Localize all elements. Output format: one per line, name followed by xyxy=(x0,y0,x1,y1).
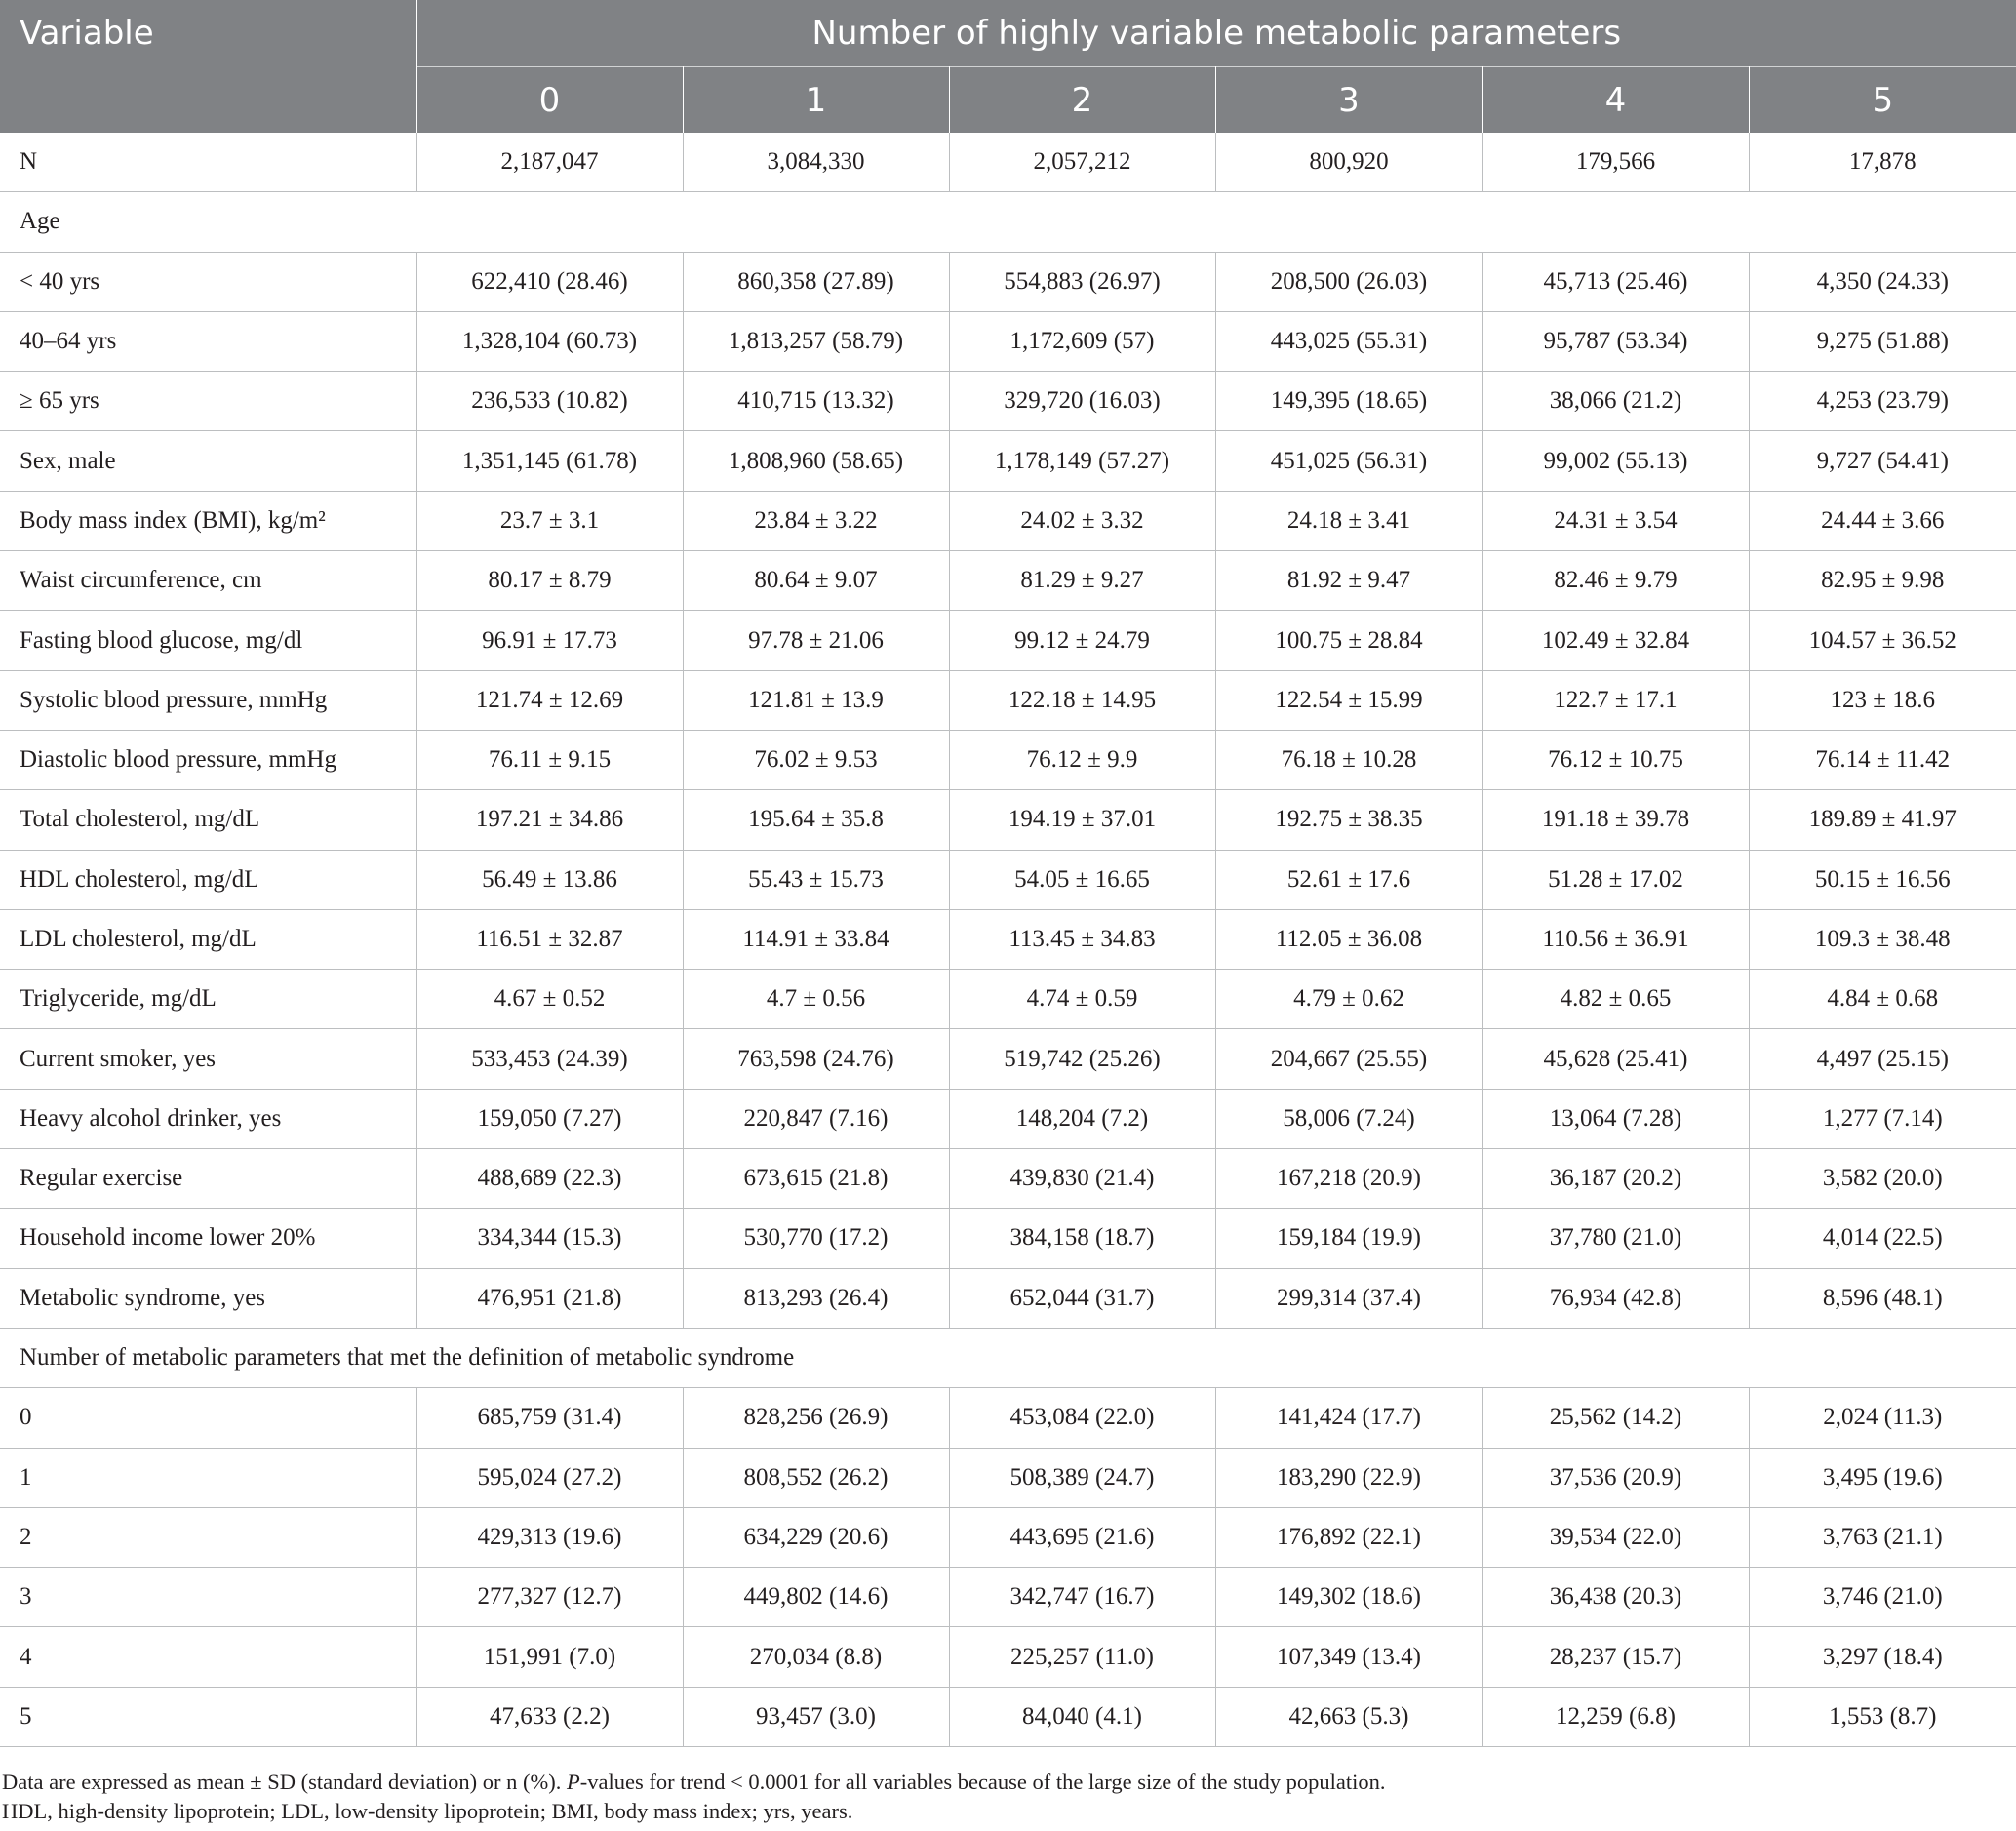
cell-group-1: 114.91 ± 33.84 xyxy=(683,909,949,969)
cell-group-1: 97.78 ± 21.06 xyxy=(683,611,949,670)
cell-group-4: 37,536 (20.9) xyxy=(1482,1448,1749,1507)
cell-group-1: 23.84 ± 3.22 xyxy=(683,491,949,550)
cell-group-3: 149,395 (18.65) xyxy=(1215,372,1482,431)
group-column-header: Number of highly variable metabolic parameters xyxy=(416,0,2016,67)
row-label: Household income lower 20% xyxy=(0,1209,416,1268)
cell-group-5: 2,024 (11.3) xyxy=(1749,1388,2016,1448)
cell-group-3: 149,302 (18.6) xyxy=(1215,1568,1482,1627)
cell-group-1: 55.43 ± 15.73 xyxy=(683,850,949,909)
cell-group-2: 1,172,609 (57) xyxy=(949,311,1215,371)
cell-group-0: 151,991 (7.0) xyxy=(416,1627,683,1687)
cell-group-0: 595,024 (27.2) xyxy=(416,1448,683,1507)
cell-group-5: 123 ± 18.6 xyxy=(1749,670,2016,730)
cell-group-2: 1,178,149 (57.27) xyxy=(949,431,1215,491)
cell-group-1: 634,229 (20.6) xyxy=(683,1507,949,1567)
cell-group-5: 3,582 (20.0) xyxy=(1749,1149,2016,1209)
table-row xyxy=(0,850,2016,909)
cell-group-1: 220,847 (7.16) xyxy=(683,1089,949,1148)
column-header-2: 2 xyxy=(949,67,1215,134)
cell-group-0: 80.17 ± 8.79 xyxy=(416,551,683,611)
row-label: Total cholesterol, mg/dL xyxy=(0,790,416,850)
cell-group-4: 122.7 ± 17.1 xyxy=(1482,670,1749,730)
cell-group-4: 191.18 ± 39.78 xyxy=(1482,790,1749,850)
cell-group-1: 4.7 ± 0.56 xyxy=(683,970,949,1029)
cell-group-0: 429,313 (19.6) xyxy=(416,1507,683,1567)
cell-group-2: 384,158 (18.7) xyxy=(949,1209,1215,1268)
row-label: 2 xyxy=(0,1507,416,1567)
cell-group-0: 476,951 (21.8) xyxy=(416,1268,683,1328)
row-label: Metabolic syndrome, yes xyxy=(0,1268,416,1328)
cell-group-0: 56.49 ± 13.86 xyxy=(416,850,683,909)
cell-group-2: 54.05 ± 16.65 xyxy=(949,850,1215,909)
cell-group-4: 39,534 (22.0) xyxy=(1482,1507,1749,1567)
cell-group-1: 1,808,960 (58.65) xyxy=(683,431,949,491)
footnote-data-expression: Data are expressed as mean ± SD (standard deviation) or n (%). P-values for trend < 0.0001 for all variables because of the large size of the study population. xyxy=(2,1770,1386,1794)
section-row xyxy=(0,192,2016,252)
cell-group-3: 122.54 ± 15.99 xyxy=(1215,670,1482,730)
cell-group-3: 42,663 (5.3) xyxy=(1215,1687,1482,1746)
cell-group-0: 116.51 ± 32.87 xyxy=(416,909,683,969)
cell-group-2: 2,057,212 xyxy=(949,133,1215,192)
cell-group-4: 36,187 (20.2) xyxy=(1482,1149,1749,1209)
cell-group-0: 236,533 (10.82) xyxy=(416,372,683,431)
row-label: 3 xyxy=(0,1568,416,1627)
section-label: Age xyxy=(0,192,2016,252)
cell-group-0: 197.21 ± 34.86 xyxy=(416,790,683,850)
cell-group-4: 76,934 (42.8) xyxy=(1482,1268,1749,1328)
row-label: Heavy alcohol drinker, yes xyxy=(0,1089,416,1148)
footnote-abbreviations: HDL, high-density lipoprotein; LDL, low-density lipoprotein; BMI, body mass index; yrs, years. xyxy=(2,1799,853,1823)
cell-group-5: 1,277 (7.14) xyxy=(1749,1089,2016,1148)
cell-group-5: 3,297 (18.4) xyxy=(1749,1627,2016,1687)
cell-group-1: 449,802 (14.6) xyxy=(683,1568,949,1627)
table-footnotes xyxy=(2,1768,1386,1826)
cell-group-2: 329,720 (16.03) xyxy=(949,372,1215,431)
cell-group-4: 4.82 ± 0.65 xyxy=(1482,970,1749,1029)
cell-group-2: 99.12 ± 24.79 xyxy=(949,611,1215,670)
table-row xyxy=(0,1687,2016,1746)
row-label: Sex, male xyxy=(0,431,416,491)
table-row xyxy=(0,611,2016,670)
cell-group-2: 81.29 ± 9.27 xyxy=(949,551,1215,611)
cell-group-3: 800,920 xyxy=(1215,133,1482,192)
row-label: 4 xyxy=(0,1627,416,1687)
cell-group-3: 159,184 (19.9) xyxy=(1215,1209,1482,1268)
table-row xyxy=(0,1029,2016,1089)
table-row xyxy=(0,372,2016,431)
cell-group-1: 763,598 (24.76) xyxy=(683,1029,949,1089)
cell-group-5: 17,878 xyxy=(1749,133,2016,192)
cell-group-1: 1,813,257 (58.79) xyxy=(683,311,949,371)
cell-group-0: 277,327 (12.7) xyxy=(416,1568,683,1627)
cell-group-2: 113.45 ± 34.83 xyxy=(949,909,1215,969)
column-header-5: 5 xyxy=(1749,67,2016,134)
table-body xyxy=(0,133,2016,1747)
row-label: < 40 yrs xyxy=(0,252,416,311)
cell-group-0: 76.11 ± 9.15 xyxy=(416,730,683,789)
cell-group-1: 813,293 (26.4) xyxy=(683,1268,949,1328)
table-row xyxy=(0,311,2016,371)
cell-group-1: 121.81 ± 13.9 xyxy=(683,670,949,730)
table-row xyxy=(0,1568,2016,1627)
cell-group-1: 76.02 ± 9.53 xyxy=(683,730,949,789)
cell-group-2: 76.12 ± 9.9 xyxy=(949,730,1215,789)
cell-group-5: 3,746 (21.0) xyxy=(1749,1568,2016,1627)
cell-group-2: 519,742 (25.26) xyxy=(949,1029,1215,1089)
cell-group-5: 4,014 (22.5) xyxy=(1749,1209,2016,1268)
cell-group-4: 102.49 ± 32.84 xyxy=(1482,611,1749,670)
cell-group-3: 24.18 ± 3.41 xyxy=(1215,491,1482,550)
table-row xyxy=(0,670,2016,730)
table-row xyxy=(0,1507,2016,1567)
row-label: Current smoker, yes xyxy=(0,1029,416,1089)
cell-group-0: 159,050 (7.27) xyxy=(416,1089,683,1148)
cell-group-5: 109.3 ± 38.48 xyxy=(1749,909,2016,969)
cell-group-0: 488,689 (22.3) xyxy=(416,1149,683,1209)
cell-group-3: 52.61 ± 17.6 xyxy=(1215,850,1482,909)
cell-group-4: 45,713 (25.46) xyxy=(1482,252,1749,311)
cell-group-5: 4,497 (25.15) xyxy=(1749,1029,2016,1089)
table-row xyxy=(0,1627,2016,1687)
cell-group-0: 96.91 ± 17.73 xyxy=(416,611,683,670)
cell-group-1: 80.64 ± 9.07 xyxy=(683,551,949,611)
section-label: Number of metabolic parameters that met the definition of metabolic syndrome xyxy=(0,1328,2016,1387)
table-row xyxy=(0,1388,2016,1448)
cell-group-4: 12,259 (6.8) xyxy=(1482,1687,1749,1746)
row-label: 1 xyxy=(0,1448,416,1507)
cell-group-2: 652,044 (31.7) xyxy=(949,1268,1215,1328)
cell-group-3: 183,290 (22.9) xyxy=(1215,1448,1482,1507)
cell-group-3: 100.75 ± 28.84 xyxy=(1215,611,1482,670)
table-row xyxy=(0,133,2016,192)
cell-group-1: 860,358 (27.89) xyxy=(683,252,949,311)
row-label: HDL cholesterol, mg/dL xyxy=(0,850,416,909)
cell-group-5: 82.95 ± 9.98 xyxy=(1749,551,2016,611)
row-label: N xyxy=(0,133,416,192)
cell-group-3: 141,424 (17.7) xyxy=(1215,1388,1482,1448)
table-row xyxy=(0,1448,2016,1507)
column-header-1: 1 xyxy=(683,67,949,134)
table-row xyxy=(0,909,2016,969)
cell-group-2: 4.74 ± 0.59 xyxy=(949,970,1215,1029)
cell-group-2: 439,830 (21.4) xyxy=(949,1149,1215,1209)
row-label: 0 xyxy=(0,1388,416,1448)
cell-group-2: 24.02 ± 3.32 xyxy=(949,491,1215,550)
cell-group-3: 112.05 ± 36.08 xyxy=(1215,909,1482,969)
cell-group-4: 25,562 (14.2) xyxy=(1482,1388,1749,1448)
cell-group-0: 622,410 (28.46) xyxy=(416,252,683,311)
cell-group-3: 443,025 (55.31) xyxy=(1215,311,1482,371)
cell-group-2: 443,695 (21.6) xyxy=(949,1507,1215,1567)
cell-group-3: 204,667 (25.55) xyxy=(1215,1029,1482,1089)
cell-group-4: 38,066 (21.2) xyxy=(1482,372,1749,431)
variable-column-header: Variable xyxy=(0,0,416,133)
cell-group-4: 45,628 (25.41) xyxy=(1482,1029,1749,1089)
cell-group-3: 451,025 (56.31) xyxy=(1215,431,1482,491)
row-label: Regular exercise xyxy=(0,1149,416,1209)
cell-group-5: 9,275 (51.88) xyxy=(1749,311,2016,371)
cell-group-4: 37,780 (21.0) xyxy=(1482,1209,1749,1268)
row-label: 40–64 yrs xyxy=(0,311,416,371)
row-label: LDL cholesterol, mg/dL xyxy=(0,909,416,969)
cell-group-5: 4,253 (23.79) xyxy=(1749,372,2016,431)
cell-group-4: 51.28 ± 17.02 xyxy=(1482,850,1749,909)
row-label: Systolic blood pressure, mmHg xyxy=(0,670,416,730)
cell-group-3: 107,349 (13.4) xyxy=(1215,1627,1482,1687)
table-row xyxy=(0,551,2016,611)
row-label: Body mass index (BMI), kg/m² xyxy=(0,491,416,550)
cell-group-5: 1,553 (8.7) xyxy=(1749,1687,2016,1746)
table-row xyxy=(0,1209,2016,1268)
cell-group-3: 4.79 ± 0.62 xyxy=(1215,970,1482,1029)
cell-group-2: 453,084 (22.0) xyxy=(949,1388,1215,1448)
table-header xyxy=(0,0,2016,133)
cell-group-4: 76.12 ± 10.75 xyxy=(1482,730,1749,789)
cell-group-0: 1,328,104 (60.73) xyxy=(416,311,683,371)
table-row xyxy=(0,1089,2016,1148)
cell-group-2: 122.18 ± 14.95 xyxy=(949,670,1215,730)
cell-group-1: 270,034 (8.8) xyxy=(683,1627,949,1687)
cell-group-3: 58,006 (7.24) xyxy=(1215,1089,1482,1148)
cell-group-3: 208,500 (26.03) xyxy=(1215,252,1482,311)
cell-group-1: 93,457 (3.0) xyxy=(683,1687,949,1746)
row-label: Fasting blood glucose, mg/dl xyxy=(0,611,416,670)
table-row xyxy=(0,1268,2016,1328)
cell-group-2: 554,883 (26.97) xyxy=(949,252,1215,311)
cell-group-5: 9,727 (54.41) xyxy=(1749,431,2016,491)
row-label: Diastolic blood pressure, mmHg xyxy=(0,730,416,789)
section-row xyxy=(0,1328,2016,1387)
cell-group-1: 3,084,330 xyxy=(683,133,949,192)
cell-group-0: 23.7 ± 3.1 xyxy=(416,491,683,550)
cell-group-5: 76.14 ± 11.42 xyxy=(1749,730,2016,789)
cell-group-5: 24.44 ± 3.66 xyxy=(1749,491,2016,550)
table-row xyxy=(0,970,2016,1029)
cell-group-1: 195.64 ± 35.8 xyxy=(683,790,949,850)
cell-group-2: 342,747 (16.7) xyxy=(949,1568,1215,1627)
cell-group-2: 225,257 (11.0) xyxy=(949,1627,1215,1687)
cell-group-5: 3,763 (21.1) xyxy=(1749,1507,2016,1567)
cell-group-1: 673,615 (21.8) xyxy=(683,1149,949,1209)
cell-group-5: 3,495 (19.6) xyxy=(1749,1448,2016,1507)
column-header-3: 3 xyxy=(1215,67,1482,134)
cell-group-5: 4.84 ± 0.68 xyxy=(1749,970,2016,1029)
row-label: Triglyceride, mg/dL xyxy=(0,970,416,1029)
row-label: Waist circumference, cm xyxy=(0,551,416,611)
table-row xyxy=(0,1149,2016,1209)
cell-group-2: 194.19 ± 37.01 xyxy=(949,790,1215,850)
cell-group-0: 685,759 (31.4) xyxy=(416,1388,683,1448)
cell-group-0: 334,344 (15.3) xyxy=(416,1209,683,1268)
column-header-0: 0 xyxy=(416,67,683,134)
cell-group-4: 82.46 ± 9.79 xyxy=(1482,551,1749,611)
cell-group-1: 828,256 (26.9) xyxy=(683,1388,949,1448)
cell-group-0: 1,351,145 (61.78) xyxy=(416,431,683,491)
cell-group-1: 410,715 (13.32) xyxy=(683,372,949,431)
cell-group-3: 299,314 (37.4) xyxy=(1215,1268,1482,1328)
cell-group-0: 47,633 (2.2) xyxy=(416,1687,683,1746)
cell-group-3: 192.75 ± 38.35 xyxy=(1215,790,1482,850)
cell-group-4: 13,064 (7.28) xyxy=(1482,1089,1749,1148)
cell-group-0: 4.67 ± 0.52 xyxy=(416,970,683,1029)
row-label: 5 xyxy=(0,1687,416,1746)
cell-group-4: 28,237 (15.7) xyxy=(1482,1627,1749,1687)
cell-group-4: 179,566 xyxy=(1482,133,1749,192)
cell-group-4: 24.31 ± 3.54 xyxy=(1482,491,1749,550)
cell-group-4: 110.56 ± 36.91 xyxy=(1482,909,1749,969)
cell-group-4: 36,438 (20.3) xyxy=(1482,1568,1749,1627)
table-row xyxy=(0,431,2016,491)
table-row xyxy=(0,790,2016,850)
cell-group-5: 8,596 (48.1) xyxy=(1749,1268,2016,1328)
table-row xyxy=(0,491,2016,550)
cell-group-1: 530,770 (17.2) xyxy=(683,1209,949,1268)
cell-group-2: 148,204 (7.2) xyxy=(949,1089,1215,1148)
cell-group-3: 167,218 (20.9) xyxy=(1215,1149,1482,1209)
column-header-4: 4 xyxy=(1482,67,1749,134)
cell-group-0: 2,187,047 xyxy=(416,133,683,192)
cell-group-4: 95,787 (53.34) xyxy=(1482,311,1749,371)
table-row xyxy=(0,252,2016,311)
cell-group-5: 4,350 (24.33) xyxy=(1749,252,2016,311)
cell-group-4: 99,002 (55.13) xyxy=(1482,431,1749,491)
cell-group-3: 176,892 (22.1) xyxy=(1215,1507,1482,1567)
cell-group-3: 81.92 ± 9.47 xyxy=(1215,551,1482,611)
cell-group-0: 121.74 ± 12.69 xyxy=(416,670,683,730)
cell-group-5: 50.15 ± 16.56 xyxy=(1749,850,2016,909)
cell-group-2: 84,040 (4.1) xyxy=(949,1687,1215,1746)
cell-group-5: 189.89 ± 41.97 xyxy=(1749,790,2016,850)
cell-group-5: 104.57 ± 36.52 xyxy=(1749,611,2016,670)
row-label: ≥ 65 yrs xyxy=(0,372,416,431)
cell-group-2: 508,389 (24.7) xyxy=(949,1448,1215,1507)
cell-group-1: 808,552 (26.2) xyxy=(683,1448,949,1507)
cell-group-0: 533,453 (24.39) xyxy=(416,1029,683,1089)
table-row xyxy=(0,730,2016,789)
cell-group-3: 76.18 ± 10.28 xyxy=(1215,730,1482,789)
